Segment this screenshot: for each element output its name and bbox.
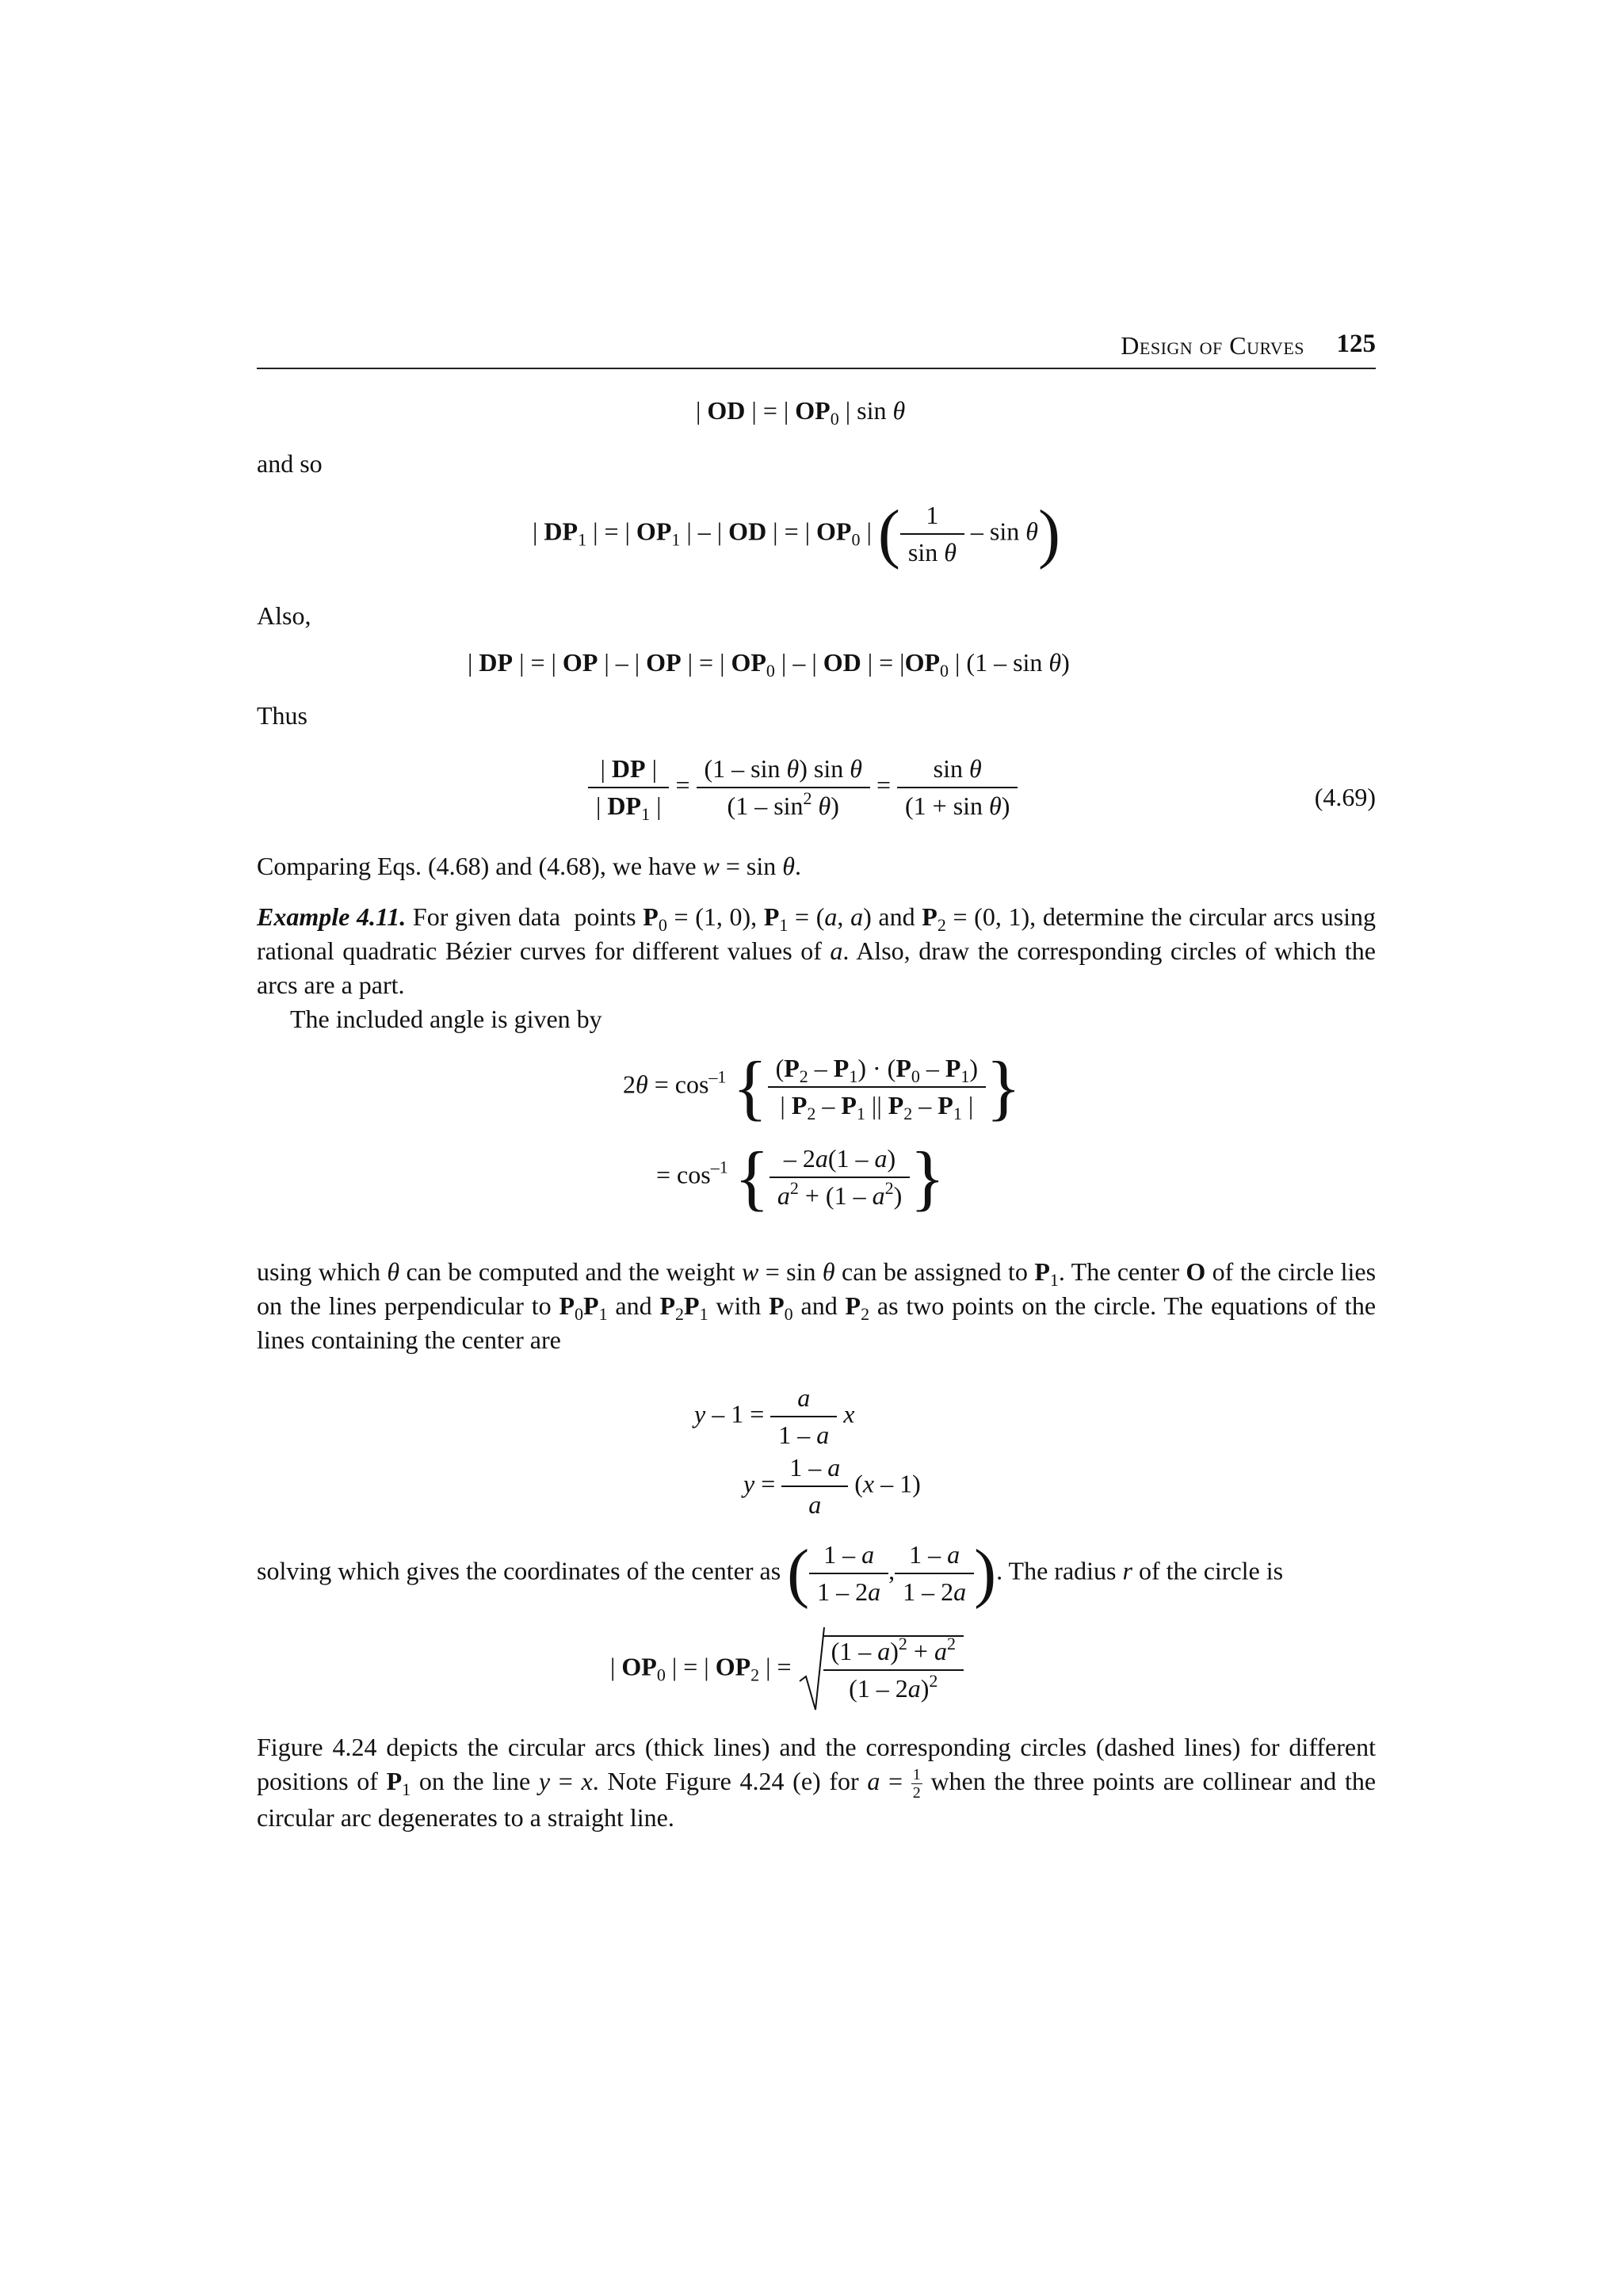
text-thus: Thus [257, 701, 307, 730]
equation-line-1: y – 1 = $\frac{a}{1 - a}$ x [694, 1383, 855, 1449]
center-sentence: solving which gives the coordinates of the center as ( $\frac{1 - a}{1 - 2a}$ , $\frac{1 - a}{1 - 2a}$ ). The radius r of the circle is [257, 1536, 1284, 1610]
running-title: Design of Curves [1121, 331, 1304, 360]
example-paragraph: Example 4.11. For given data points $P_0 = (1$, 0), $P_1 = (a$, a) and $P_2 = (0$, 1), determine the circular arcs using rational quadratic Bézier curves for different values of a. Also, draw the corresponding circles of which the arcs are a part. The included angle is given by [257, 902, 1377, 1033]
text-also: Also, [257, 601, 311, 630]
text-comparing: Comparing Eqs. (4.68) and (4.68), we have w = sin θ. [257, 852, 801, 880]
equation-od: | OD | = | $OP_0$ | sin θ [696, 396, 906, 429]
text-solving-which: solving which gives the coordinates of the center as [257, 1556, 781, 1585]
page-number: 125 [1336, 330, 1376, 358]
equation-dp: | DP | = | OP | – | OP | = | $OP_0$ | – | OD | = $|OP_0$ | (1 – sin θ) [468, 648, 1070, 681]
equation-angle-1: $2\theta = \cos^{-1}$ { $\frac{(P_2 - P_1) \cdot (P_0 - P_1)}{| P_2 - P_1 || P_2 - P_1 |}$ } [623, 1047, 1022, 1127]
text-and-so: and so [257, 449, 323, 478]
using-which-paragraph: using which θ can be computed and the weight w = sin θ can be assigned to $P_1$. The center O of the circle lies on the lines perpendicular to $P_0P_1$ and $P_2P_1$ with $P_0$ and $P_2$ as two points on the circle. The equations of the lines containing the center are [257, 1257, 1377, 1354]
example-label: Example 4.11. [257, 902, 407, 931]
equation-angle-2: = $\cos^{-1}$ { $\frac{- 2a(1 - a)}{a^2 + (1 - a^2)}$ } [656, 1137, 945, 1218]
figure-paragraph: Figure 4.24 depicts the circular arcs (thick lines) and the corresponding circles (dashed lines) for different positions of $P_1$ on the line y = x. Note Figure 4.24 (e) for a = $\frac{1}{2}$ when the three points are collinear and the circular arc degenerates to a straight line. [257, 1733, 1377, 1833]
sqrt-sign-icon [798, 1626, 825, 1713]
equation-ratio: $\frac{| DP |}{| DP_1 |}$ = $\frac{\text{(1 – sin θ) sin θ}}{(1 - \sin^2 \theta)}$ = $\frac{\text{sin θ}}{\text{(1 + sin θ)}}$ [588, 754, 1018, 821]
equation-number: (4.69) [1314, 783, 1376, 811]
equation-dp1: | $DP_1$ | = | $OP_1$ | – | OD | = | $OP_0$ | ( $\frac{1}{\text{sin θ}}$ – sin θ) [533, 497, 1060, 570]
running-head [257, 331, 1376, 369]
equation-radius: | $OP_0$ | = | $OP_2$ | = $\frac{(1 - a)^2 + a^2}{(1 - 2a)^2}$ [610, 1626, 964, 1713]
equation-line-2: y = $\frac{1 - a}{a}$ (x – 1) [743, 1453, 921, 1519]
